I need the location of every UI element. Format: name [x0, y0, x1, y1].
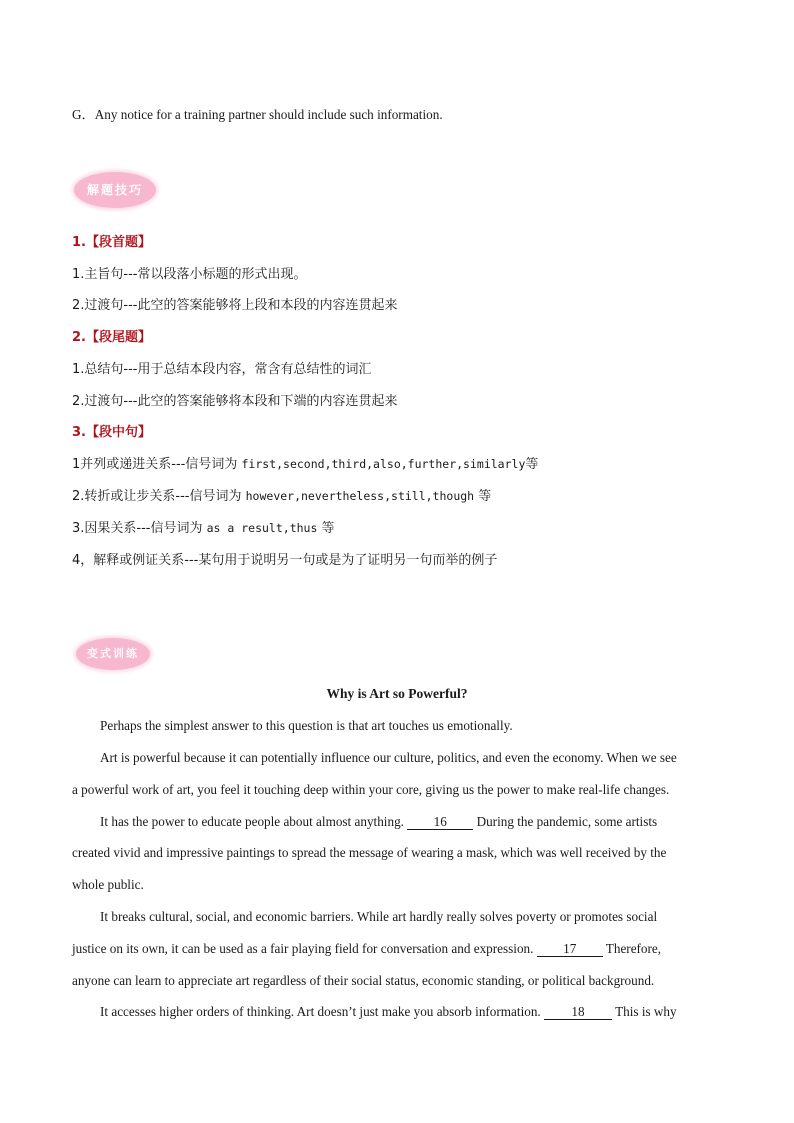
- signal-words: first,second,third,also,further,similarly: [241, 457, 526, 471]
- text: justice on its own, it can be used as a fair playing field for conversation and expression.: [72, 941, 534, 956]
- text: During the pandemic, some artists: [476, 814, 658, 829]
- tips-line: 2.过渡句---此空的答案能够将上段和本段的内容连贯起来: [72, 298, 398, 313]
- text: Therefore,: [605, 941, 662, 956]
- tips-text: 等: [321, 521, 335, 536]
- tips-text: 等: [478, 489, 492, 504]
- tips-line: 4，解释或例证关系---某句用于说明另一句或是为了证明另一句而举的例子: [72, 553, 498, 568]
- section-badge-practice: 变式训练: [76, 638, 150, 670]
- tips-heading-2: 2.【段尾题】: [72, 330, 151, 345]
- paragraph-line: whole public.: [72, 877, 144, 892]
- signal-words: however,nevertheless,still,though: [245, 489, 475, 503]
- tips-text: 等: [525, 457, 539, 472]
- signal-words: as a result,thus: [206, 521, 318, 535]
- tips-text: 2.转折或让步关系---信号词为: [72, 489, 242, 504]
- paragraph-line: anyone can learn to appreciate art regardless of their social status, economic standing, or political background.: [72, 973, 655, 988]
- paragraph-line: It breaks cultural, social, and economic barriers. While art hardly really solves poverty or promotes social: [100, 909, 658, 924]
- tips-text: 1并列或递进关系---信号词为: [72, 457, 238, 472]
- paragraph-line: [72, 941, 661, 957]
- tips-line: [72, 517, 335, 536]
- paragraph-line: [100, 1004, 677, 1020]
- blank-18[interactable]: 18: [544, 1005, 612, 1020]
- paragraph-line: Art is powerful because it can potentially influence our culture, politics, and even the economy. When we see: [100, 750, 677, 765]
- paragraph-line: created vivid and impressive paintings to spread the message of wearing a mask, which was well received by the: [72, 845, 667, 860]
- tips-text: 3.因果关系---信号词为: [72, 521, 203, 536]
- tips-line: 2.过渡句---此空的答案能够将本段和下端的内容连贯起来: [72, 394, 398, 409]
- paragraph-line: a powerful work of art, you feel it touching deep within your core, giving us the power to make real-life changes.: [72, 782, 670, 797]
- tips-heading-1: 1.【段首题】: [72, 235, 151, 250]
- tips-line: 1.主旨句---常以段落小标题的形式出现。: [72, 267, 307, 282]
- article-title: Why is Art so Powerful?: [326, 686, 468, 701]
- paragraph-line: Perhaps the simplest answer to this question is that art touches us emotionally.: [100, 718, 513, 733]
- tips-line: [72, 453, 538, 472]
- paragraph-line: [100, 814, 657, 830]
- option-g: G．Any notice for a training partner should include such information.: [72, 107, 443, 122]
- blank-17[interactable]: 17: [537, 942, 603, 957]
- text: It accesses higher orders of thinking. Art doesn’t just make you absorb information.: [100, 1004, 541, 1019]
- tips-line: [72, 485, 491, 504]
- text: It has the power to educate people about almost anything.: [100, 814, 404, 829]
- tips-heading-3: 3.【段中句】: [72, 425, 151, 440]
- blank-16[interactable]: 16: [407, 815, 473, 830]
- section-badge-tips: 解题技巧: [74, 172, 156, 208]
- text: This is why: [615, 1004, 677, 1019]
- tips-line: 1.总结句---用于总结本段内容，常含有总结性的词汇: [72, 362, 372, 377]
